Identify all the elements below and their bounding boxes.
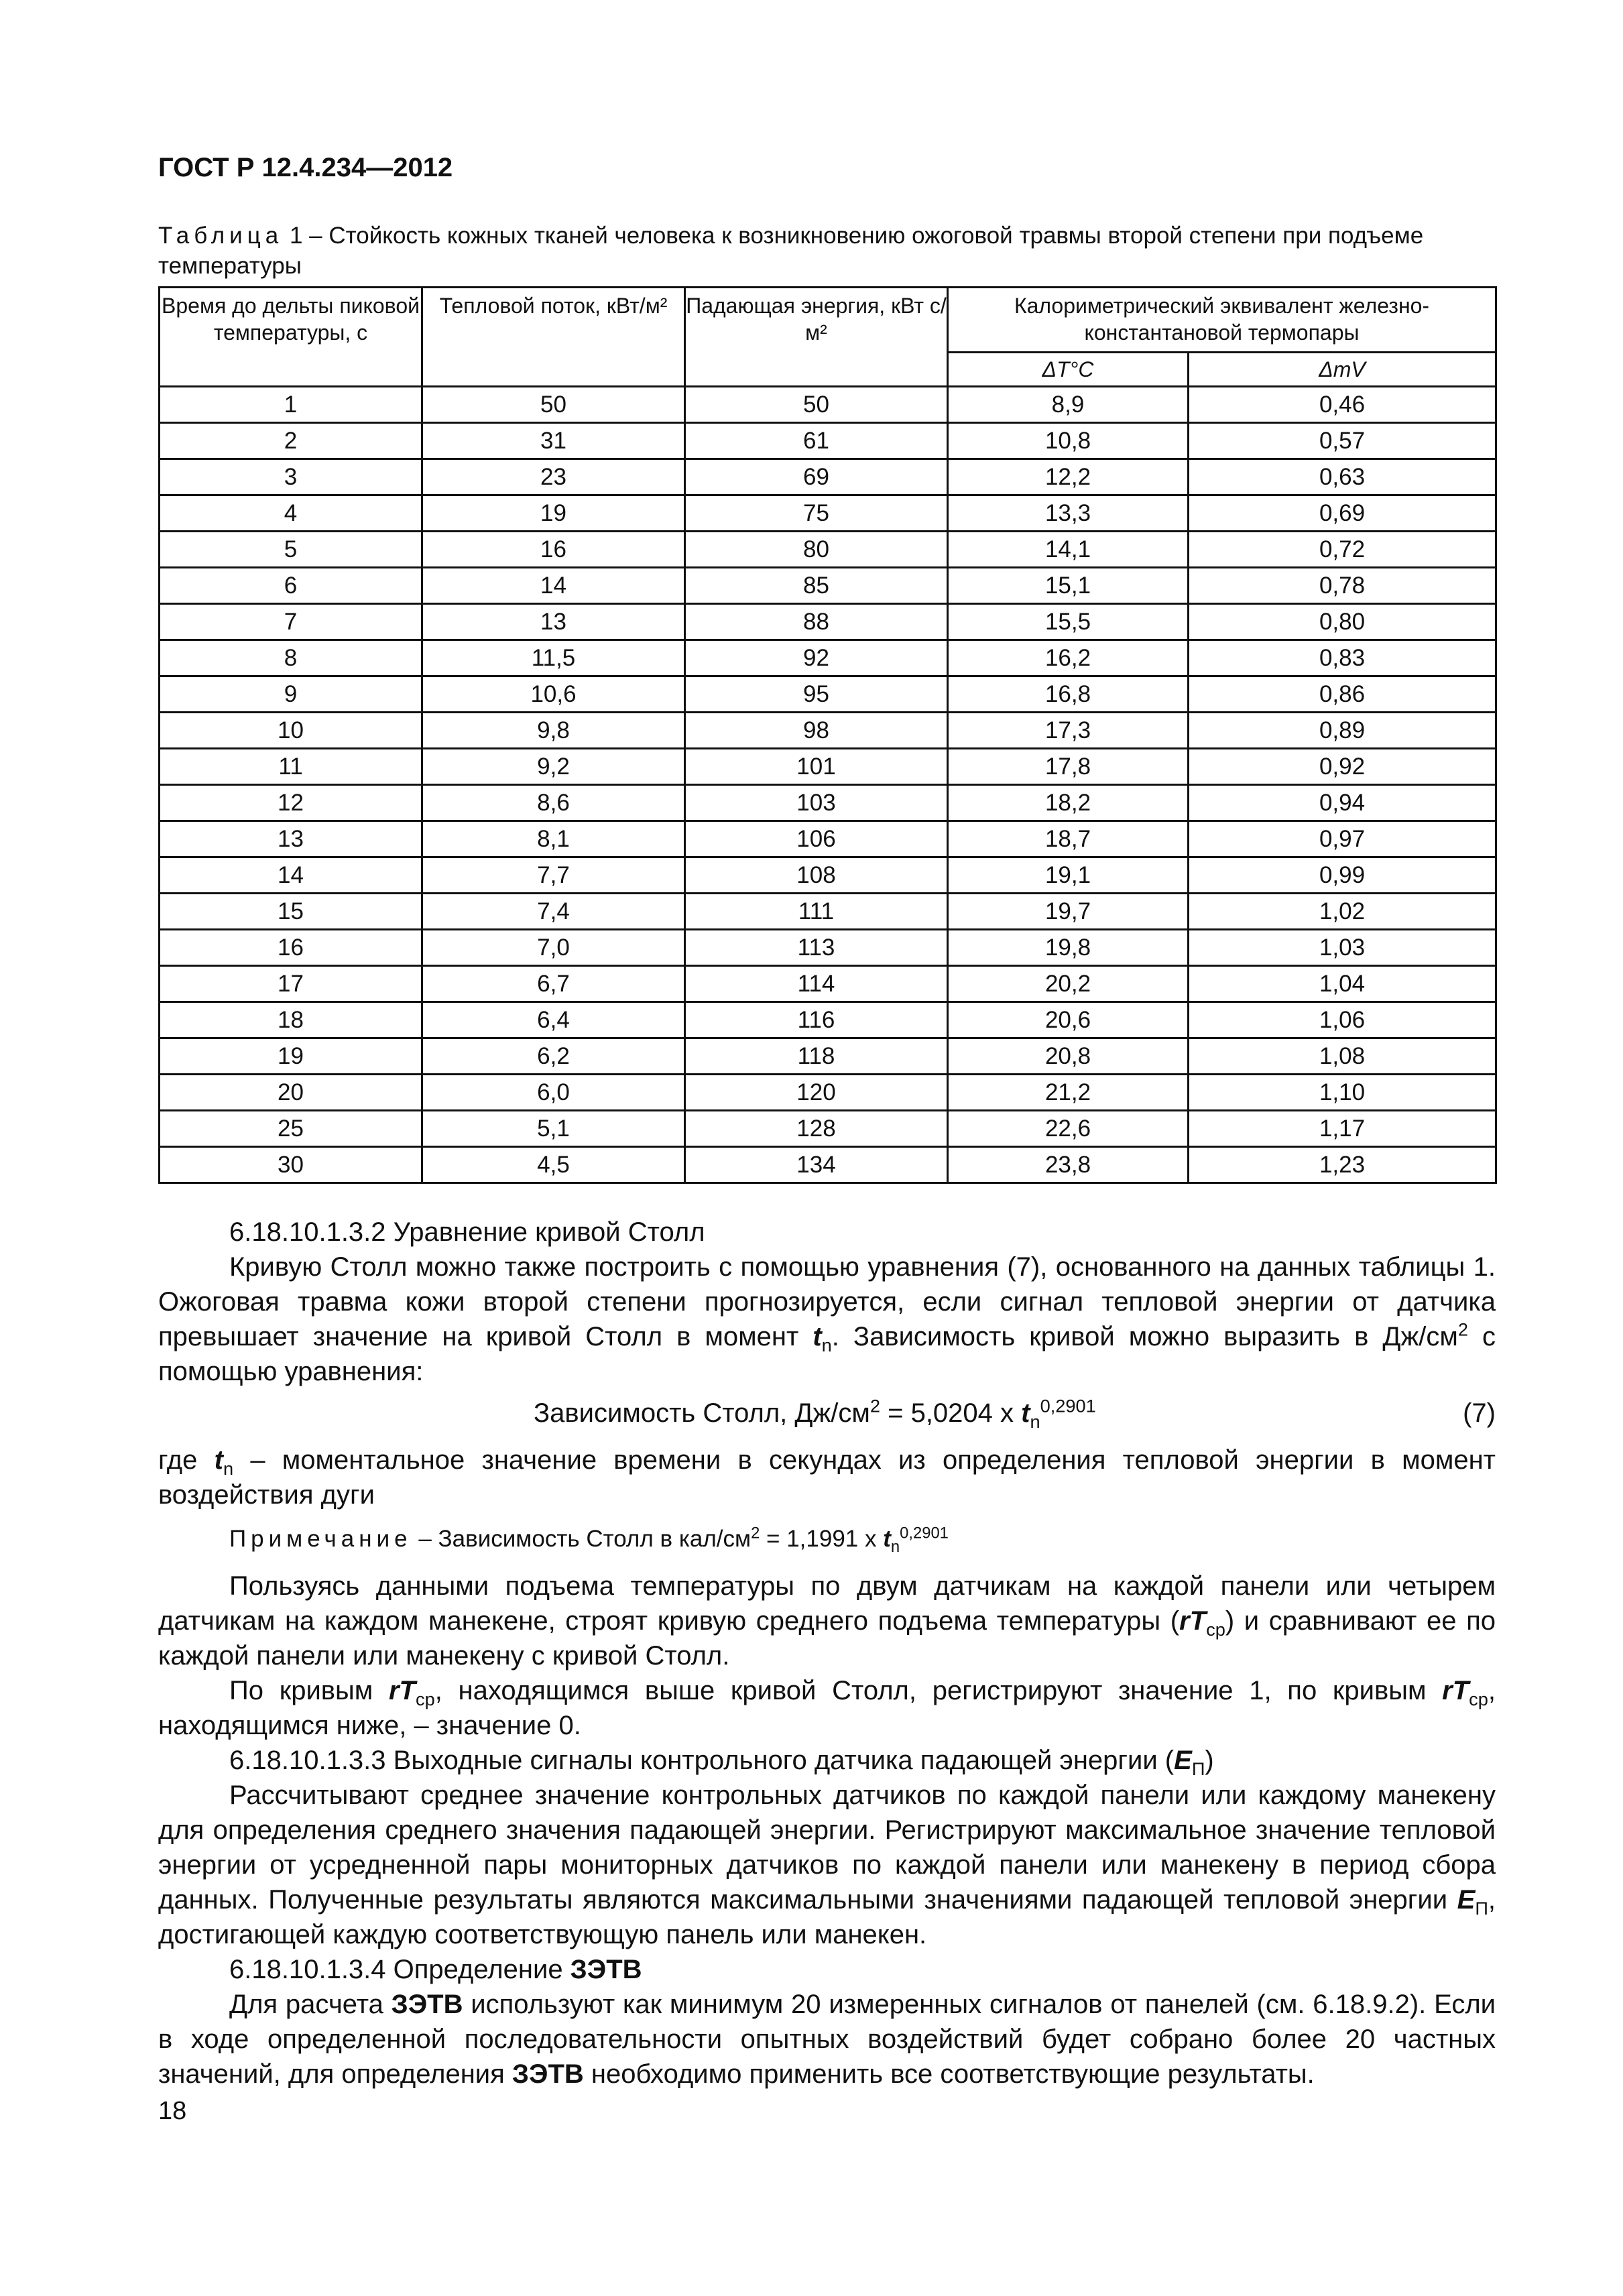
text-fragment: с помощью уравнения: bbox=[158, 1322, 1496, 1386]
table-body bbox=[160, 387, 1496, 1183]
note-label: Примечание bbox=[229, 1526, 412, 1552]
cell-dmv: 1,08 bbox=[1189, 1038, 1496, 1075]
cell-flux: 5,1 bbox=[422, 1111, 685, 1147]
text-fragment: . Зависимость кривой можно выразить в Дж/см bbox=[831, 1322, 1458, 1351]
table-row bbox=[160, 821, 1496, 857]
subscript-cp: ср bbox=[1469, 1689, 1488, 1709]
cell-time: 11 bbox=[160, 749, 422, 785]
table-row bbox=[160, 459, 1496, 495]
table-row bbox=[160, 1075, 1496, 1111]
cell-flux: 7,0 bbox=[422, 930, 685, 966]
burn-tolerance-table bbox=[158, 286, 1497, 1184]
paragraph-average-curve bbox=[158, 1569, 1496, 1673]
cell-dt: 23,8 bbox=[948, 1147, 1189, 1183]
exponent: 0,2901 bbox=[900, 1524, 949, 1543]
cell-dt: 17,3 bbox=[948, 713, 1189, 749]
cell-dt: 20,8 bbox=[948, 1038, 1189, 1075]
symbol-rt: rT bbox=[1179, 1606, 1207, 1636]
cell-time: 8 bbox=[160, 640, 422, 676]
cell-flux: 8,6 bbox=[422, 785, 685, 821]
cell-dt: 20,2 bbox=[948, 966, 1189, 1002]
text-fragment: Зависимость Столл, Дж/см bbox=[534, 1398, 870, 1428]
cell-dt: 17,8 bbox=[948, 749, 1189, 785]
cell-energy: 50 bbox=[685, 387, 948, 423]
cell-time: 20 bbox=[160, 1075, 422, 1111]
cell-dmv: 1,04 bbox=[1189, 966, 1496, 1002]
cell-dmv: 0,89 bbox=[1189, 713, 1496, 749]
cell-dt: 19,1 bbox=[948, 857, 1189, 894]
text-fragment: ) и сравнивают ее по каждой панели или манекену с кривой Столл. bbox=[158, 1606, 1496, 1671]
cell-energy: 113 bbox=[685, 930, 948, 966]
table-row bbox=[160, 785, 1496, 821]
table-row bbox=[160, 1111, 1496, 1147]
cell-flux: 16 bbox=[422, 532, 685, 568]
cell-energy: 118 bbox=[685, 1038, 948, 1075]
body-text bbox=[158, 1215, 1496, 2092]
symbol-t: t bbox=[813, 1322, 822, 1351]
table-caption-text: 1 – Стойкость кожных тканей человека к возникновению ожоговой травмы второй степени при подъеме температуры bbox=[158, 223, 1424, 279]
cell-energy: 111 bbox=[685, 894, 948, 930]
symbol-t: t bbox=[1021, 1398, 1030, 1428]
cell-energy: 75 bbox=[685, 495, 948, 532]
cell-flux: 7,7 bbox=[422, 857, 685, 894]
cell-flux: 11,5 bbox=[422, 640, 685, 676]
table-row bbox=[160, 568, 1496, 604]
paragraph-zetv-calc bbox=[158, 1987, 1496, 2092]
table-row bbox=[160, 749, 1496, 785]
symbol-t: t bbox=[883, 1526, 891, 1552]
table-row bbox=[160, 1002, 1496, 1038]
cell-energy: 134 bbox=[685, 1147, 948, 1183]
table-caption bbox=[158, 221, 1496, 281]
cell-energy: 116 bbox=[685, 1002, 948, 1038]
col-header-calorimetric: Калориметрический эквивалент железно-константановой термопары bbox=[948, 288, 1496, 353]
section-title-6-18-10-1-3-2: 6.18.10.1.3.2 Уравнение кривой Столл bbox=[229, 1217, 705, 1247]
cell-dt: 16,8 bbox=[948, 676, 1189, 713]
cell-dmv: 1,06 bbox=[1189, 1002, 1496, 1038]
cell-time: 25 bbox=[160, 1111, 422, 1147]
cell-flux: 19 bbox=[422, 495, 685, 532]
subscript-n: n bbox=[890, 1538, 900, 1556]
text-fragment: используют как минимум 20 измеренных сигналов от панелей (см. 6.18.9.2). Если в ходе определенной последовательности опытных воздействий будет собрано более 20 частных значений, для определения bbox=[158, 1990, 1496, 2089]
table-row bbox=[160, 966, 1496, 1002]
symbol-rt: rT bbox=[388, 1676, 416, 1705]
equation-formula bbox=[534, 1396, 1096, 1431]
cell-dt: 20,6 bbox=[948, 1002, 1189, 1038]
symbol-rt: rT bbox=[1442, 1676, 1469, 1705]
cell-energy: 108 bbox=[685, 857, 948, 894]
cell-time: 6 bbox=[160, 568, 422, 604]
col-header-time: Время до дельты пиковой температуры, с bbox=[160, 288, 422, 387]
document-header: ГОСТ Р 12.4.234—2012 bbox=[158, 153, 453, 182]
table-row bbox=[160, 640, 1496, 676]
exponent: 0,2901 bbox=[1040, 1395, 1096, 1416]
cell-dmv: 0,78 bbox=[1189, 568, 1496, 604]
cell-flux: 9,2 bbox=[422, 749, 685, 785]
cell-dt: 10,8 bbox=[948, 423, 1189, 459]
cell-time: 17 bbox=[160, 966, 422, 1002]
text-fragment: 6.18.10.1.3.4 Определение bbox=[229, 1955, 570, 1984]
cell-dmv: 0,86 bbox=[1189, 676, 1496, 713]
cell-time: 5 bbox=[160, 532, 422, 568]
cell-dt: 14,1 bbox=[948, 532, 1189, 568]
table-row bbox=[160, 857, 1496, 894]
table-label: Таблица bbox=[158, 223, 284, 249]
cell-dt: 19,8 bbox=[948, 930, 1189, 966]
subscript-p: П bbox=[1191, 1758, 1205, 1779]
cell-time: 1 bbox=[160, 387, 422, 423]
cell-dmv: 0,97 bbox=[1189, 821, 1496, 857]
symbol-t: t bbox=[214, 1445, 223, 1475]
subscript-n: n bbox=[1030, 1411, 1040, 1432]
term-zetv: ЗЭТВ bbox=[512, 2059, 584, 2089]
cell-energy: 61 bbox=[685, 423, 948, 459]
subscript-n: n bbox=[821, 1335, 832, 1355]
cell-time: 7 bbox=[160, 604, 422, 640]
cell-time: 14 bbox=[160, 857, 422, 894]
table-row bbox=[160, 423, 1496, 459]
cell-flux: 6,0 bbox=[422, 1075, 685, 1111]
table-row bbox=[160, 604, 1496, 640]
cell-flux: 9,8 bbox=[422, 713, 685, 749]
col-header-energy: Падающая энергия, кВт с/м² bbox=[685, 288, 948, 387]
cell-dt: 15,5 bbox=[948, 604, 1189, 640]
cell-dt: 18,2 bbox=[948, 785, 1189, 821]
cell-time: 15 bbox=[160, 894, 422, 930]
cell-dmv: 0,72 bbox=[1189, 532, 1496, 568]
cell-dmv: 1,03 bbox=[1189, 930, 1496, 966]
superscript-2: 2 bbox=[751, 1524, 760, 1543]
equation-7 bbox=[158, 1393, 1496, 1435]
table-row bbox=[160, 894, 1496, 930]
cell-time: 12 bbox=[160, 785, 422, 821]
table-row bbox=[160, 1038, 1496, 1075]
cell-dt: 12,2 bbox=[948, 459, 1189, 495]
cell-energy: 98 bbox=[685, 713, 948, 749]
cell-time: 18 bbox=[160, 1002, 422, 1038]
text-fragment: , достигающей каждую соответствующую панель или манекен. bbox=[158, 1885, 1496, 1949]
text-fragment: , находящимся ниже, – значение 0. bbox=[158, 1676, 1496, 1740]
section-title-6-18-10-1-3-4 bbox=[158, 1952, 1496, 1987]
cell-energy: 69 bbox=[685, 459, 948, 495]
text-fragment: Рассчитывают среднее значение контрольных датчиков по каждой панели или каждому манекену для определения среднего значения падающей энергии. Регистрируют максимальное значение тепловой энергии от усредненной пары мониторных датчиков по каждой панели или манекену в период сбора данных. Полученные результаты являются максимальными значениями падающей тепловой энергии bbox=[158, 1780, 1496, 1915]
text-fragment: , находящимся выше кривой Столл, регистрируют значение 1, по кривым bbox=[434, 1676, 1443, 1705]
subscript-cp: ср bbox=[1206, 1619, 1225, 1640]
subscript-cp: ср bbox=[415, 1689, 435, 1709]
page-number: 18 bbox=[158, 2097, 187, 2125]
symbol-e: E bbox=[1457, 1885, 1476, 1915]
cell-dmv: 1,02 bbox=[1189, 894, 1496, 930]
cell-dmv: 0,94 bbox=[1189, 785, 1496, 821]
cell-dt: 19,7 bbox=[948, 894, 1189, 930]
cell-flux: 7,4 bbox=[422, 894, 685, 930]
cell-dmv: 1,17 bbox=[1189, 1111, 1496, 1147]
cell-flux: 8,1 bbox=[422, 821, 685, 857]
cell-time: 3 bbox=[160, 459, 422, 495]
cell-energy: 114 bbox=[685, 966, 948, 1002]
paragraph-stoll-curve bbox=[158, 1250, 1496, 1389]
cell-dmv: 0,63 bbox=[1189, 459, 1496, 495]
col-header-flux: Тепловой поток, кВт/м² bbox=[422, 288, 685, 387]
cell-dt: 22,6 bbox=[948, 1111, 1189, 1147]
cell-energy: 120 bbox=[685, 1075, 948, 1111]
cell-energy: 95 bbox=[685, 676, 948, 713]
superscript-2: 2 bbox=[869, 1395, 880, 1416]
cell-time: 4 bbox=[160, 495, 422, 532]
col-header-dmv: ΔmV bbox=[1189, 353, 1496, 387]
paragraph-incident-energy bbox=[158, 1778, 1496, 1952]
cell-dt: 13,3 bbox=[948, 495, 1189, 532]
cell-energy: 92 bbox=[685, 640, 948, 676]
cell-dt: 21,2 bbox=[948, 1075, 1189, 1111]
table-row bbox=[160, 1147, 1496, 1183]
text-fragment: – моментальное значение времени в секундах из определения тепловой энергии в момент воздействия дуги bbox=[158, 1445, 1496, 1510]
cell-dmv: 0,57 bbox=[1189, 423, 1496, 459]
cell-dmv: 0,46 bbox=[1189, 387, 1496, 423]
cell-energy: 103 bbox=[685, 785, 948, 821]
cell-flux: 6,4 bbox=[422, 1002, 685, 1038]
cell-time: 2 bbox=[160, 423, 422, 459]
cell-dmv: 0,80 bbox=[1189, 604, 1496, 640]
cell-flux: 23 bbox=[422, 459, 685, 495]
table-row bbox=[160, 495, 1496, 532]
cell-flux: 14 bbox=[422, 568, 685, 604]
note bbox=[158, 1522, 1496, 1557]
cell-flux: 13 bbox=[422, 604, 685, 640]
term-zetv: ЗЭТВ bbox=[570, 1955, 642, 1984]
text-fragment: необходимо применить все соответствующие результаты. bbox=[583, 2059, 1315, 2089]
text-fragment: – Зависимость Столл в кал/см bbox=[412, 1526, 752, 1552]
text-fragment: 6.18.10.1.3.3 Выходные сигналы контрольного датчика падающей энергии ( bbox=[229, 1746, 1175, 1775]
equation-number: (7) bbox=[1463, 1398, 1496, 1428]
cell-flux: 50 bbox=[422, 387, 685, 423]
cell-energy: 80 bbox=[685, 532, 948, 568]
text-fragment: где bbox=[158, 1445, 215, 1475]
table-row bbox=[160, 930, 1496, 966]
table-row bbox=[160, 387, 1496, 423]
col-header-dt: ΔT°C bbox=[948, 353, 1189, 387]
cell-energy: 85 bbox=[685, 568, 948, 604]
cell-flux: 6,7 bbox=[422, 966, 685, 1002]
cell-dt: 16,2 bbox=[948, 640, 1189, 676]
text-fragment: = 5,0204 x bbox=[880, 1398, 1022, 1428]
section-title-6-18-10-1-3-3 bbox=[158, 1743, 1496, 1778]
superscript-2: 2 bbox=[1457, 1319, 1468, 1340]
cell-energy: 128 bbox=[685, 1111, 948, 1147]
cell-dmv: 0,99 bbox=[1189, 857, 1496, 894]
cell-dmv: 0,92 bbox=[1189, 749, 1496, 785]
cell-time: 13 bbox=[160, 821, 422, 857]
cell-flux: 4,5 bbox=[422, 1147, 685, 1183]
table-row bbox=[160, 532, 1496, 568]
symbol-e: E bbox=[1174, 1746, 1192, 1775]
paragraph-register-values bbox=[158, 1673, 1496, 1743]
text-fragment: Пользуясь данными подъема температуры по двум датчикам на каждой панели или четырем датчикам на каждом манекене, строят кривую среднего подъема температуры ( bbox=[158, 1571, 1496, 1636]
text-fragment: По кривым bbox=[229, 1676, 389, 1705]
cell-dt: 18,7 bbox=[948, 821, 1189, 857]
table-row bbox=[160, 713, 1496, 749]
cell-time: 19 bbox=[160, 1038, 422, 1075]
cell-dt: 8,9 bbox=[948, 387, 1189, 423]
cell-time: 10 bbox=[160, 713, 422, 749]
text-fragment: Для расчета bbox=[229, 1990, 392, 2019]
cell-dmv: 1,23 bbox=[1189, 1147, 1496, 1183]
cell-time: 9 bbox=[160, 676, 422, 713]
cell-energy: 106 bbox=[685, 821, 948, 857]
table-row bbox=[160, 676, 1496, 713]
subscript-n: n bbox=[223, 1458, 234, 1479]
cell-time: 16 bbox=[160, 930, 422, 966]
text-fragment: ) bbox=[1205, 1746, 1214, 1775]
text-fragment: Кривую Столл можно также построить с помощью уравнения (7), основанного на данных таблицы 1. Ожоговая травма кожи второй степени прогнозируется, если сигнал тепловой энергии от датчика превышает значение на кривой Столл в момент bbox=[158, 1252, 1496, 1351]
cell-energy: 88 bbox=[685, 604, 948, 640]
cell-dmv: 0,83 bbox=[1189, 640, 1496, 676]
cell-flux: 6,2 bbox=[422, 1038, 685, 1075]
subscript-p: П bbox=[1475, 1898, 1488, 1919]
cell-flux: 31 bbox=[422, 423, 685, 459]
cell-dmv: 1,10 bbox=[1189, 1075, 1496, 1111]
text-fragment: = 1,1991 x bbox=[760, 1526, 884, 1552]
term-zetv: ЗЭТВ bbox=[391, 1990, 463, 2019]
cell-dmv: 0,69 bbox=[1189, 495, 1496, 532]
paragraph-where bbox=[158, 1443, 1496, 1512]
cell-dt: 15,1 bbox=[948, 568, 1189, 604]
cell-energy: 101 bbox=[685, 749, 948, 785]
cell-flux: 10,6 bbox=[422, 676, 685, 713]
cell-time: 30 bbox=[160, 1147, 422, 1183]
